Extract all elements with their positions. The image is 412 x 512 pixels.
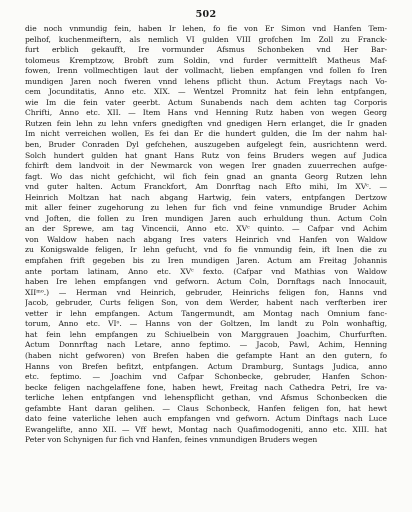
text-line: becke feligen nachgelaffene fone, haben hewt, Freitag nach Cathedra Petri, Ire va- [25, 382, 387, 392]
text-line: Heinrich Moltzan hat nach abgang Hartwig, fein vaters, entpfangen Dertzow [25, 192, 387, 202]
text-line: tolomeus Kremptzow, Brobft zum Soldin, vnd furder vermittelft Matheus Maf- [25, 55, 387, 65]
text-line: haben Ire lehen empfangen vnd gefworn. Actum Coln, Dornftags nach Innocauit, [25, 277, 387, 287]
text-line: Ewangelifte, anno XII. — Vff hewt, Montag nach Quafimodogeniti, anno etc. XIII. hat [25, 424, 387, 434]
text-line: dato feine vaterliche lehen auch empfangen vnd gefworn. Actum Dinftags nach Luce [25, 414, 387, 424]
text-line: (haben nicht gefworen) von Brefen haben die gefampte Hant an den gutern, fo [25, 350, 387, 360]
text-line: Hanns von Brefen befitzt, entpfangen. Actum Dramburg, Suntags Judica, anno [25, 361, 387, 371]
text-line: Jacob, gebruder, Curts feligen Son, von dem Werder, habent nach verfterben irer [25, 298, 387, 308]
text-line: empfahen frift gegeben bis zu Iren mundigen Jaren. Actum am Freitag Johannis [25, 256, 387, 266]
text-line: pelhof, kuchenmeiftern, als nemlich VI gulden VIII grofchen Im Zoll zu Franck- [25, 34, 387, 44]
text-line: Chrifti, Anno etc. XII. — Item Hans vnd Henning Rutz haben von wegen Georg [25, 108, 387, 118]
text-line: fagt. Wo das nicht gefchicht, wil fich fein gnad an gnanta Georg Rutzen lehn [25, 171, 387, 181]
text-line: hat fein lehn empfangen zu Schiuelbein von Marggrauen Joachim, Churfurften. [25, 329, 387, 339]
text-line: cem Jocunditatis, Anno etc. XIX. — Wentzel Promnitz hat fein lehn entpfangen, [25, 87, 387, 97]
text-line: vnd Joften, die follen zu Iren mundigen Jaren auch erhuldung thun. Actum Coln [25, 213, 387, 223]
text-line: terliche lehen entpfangen vnd lehenspflicht gethan, vnd Afsmus Schonbecken die [25, 393, 387, 403]
text-line: torum, Anno etc. VIᵒ. — Hanns von der Goltzen, Im landt zu Poln wonhaftig, [25, 319, 387, 329]
text-line: etc. feptimo. — Joachim vnd Cafpar Schonbecke, gebruder, Hanfen Schon- [25, 372, 387, 382]
text-line: fchirft dem landvoit in der Newmarck von wegen Irer gnaden zuuerrechen aufge- [25, 161, 387, 171]
text-line: gefambte Hant daran gelihen. — Claus Schonbeck, Hanfen feligen fon, hat hewt [25, 403, 387, 413]
text-line: Rutzen fein lehn zu lehn vnfers gnedigften vnd gnedigen Hern erlanget, die Ir gnaden [25, 118, 387, 128]
text-line: vetter ir lehn empfangen. Actum Tangermundt, am Montag nach Omnium fanc- [25, 308, 387, 318]
text-line: furt erblich gekaufft, Ire vormunder Afsmus Schonbeken vnd Her Bar- [25, 45, 387, 55]
text-line: wie Im die fein vater geerbt. Actum Sunabends nach dem achten tag Corporis [25, 97, 387, 107]
text-line: Peter von Schynigen fur fich vnd Hanfen, feines vnmundigen Bruders wegen [25, 435, 318, 445]
text-line: zu Konigswalde feligen, Ir lehn gefucht, vnd fo fie vnmundig fein, ift Inen die zu [25, 245, 387, 255]
page-number: 502 [195, 9, 217, 20]
text-line: von Waldow haben nach abgang Ires vaters Heinrich vnd Hanfen von Waldow [25, 234, 387, 244]
text-line: Actum Donnrftag nach Letare, anno feptimo. — Jacob, Pawl, Achim, Henning [25, 340, 387, 350]
text-line: die noch vnmundig fein, haben Ir lehen, fo fie von Er Simon vnd Hanfen Tem- [25, 24, 387, 33]
body-text [25, 24, 387, 446]
text-line: ben, Bruder Conraden Dyl gefchehen, auszugeben aufgelegt fein, ausrichtenn werd. [25, 140, 387, 150]
text-line: vnd guter halten. Actum Franckfort, Am Donrftag nach Efto mihi, Im XVᶜ. — [25, 182, 387, 192]
text-line: XIIᵐᵒ.) — Herman vnd Heinrich, gebruder, Heinrichs feligen fon, Hanns vnd [25, 287, 387, 297]
text-line: mundigen Jaren noch fweren vnnd lehens pflicht thun. Actum Freytags nach Vo- [25, 76, 387, 86]
text-line: fowen, Irenn vollmechtigen laut der vollmacht, lieben empfangen vnd follen fo Iren [25, 66, 387, 76]
text-line: Im nicht verreichen wollen, Es fei dan Er die hundert gulden, die Im der nahm hal- [25, 129, 387, 139]
text-line: Solch hundert gulden hat gnant Hans Rutz von feins Bruders wegen auf Judica [25, 150, 387, 160]
text-line: an der Sprewe, am tag Vincencii, Anno etc. XVᶜ quinto. — Cafpar vnd Achim [25, 224, 387, 234]
text-line: mit aller feiner zugehorung zu lehen fur fich vnd feine vnmundige Bruder Achim [25, 203, 387, 213]
text-line: ante portam latinam, Anno etc. XVᶜ fexto. (Cafpar vnd Mathias von Waldow [25, 266, 387, 276]
